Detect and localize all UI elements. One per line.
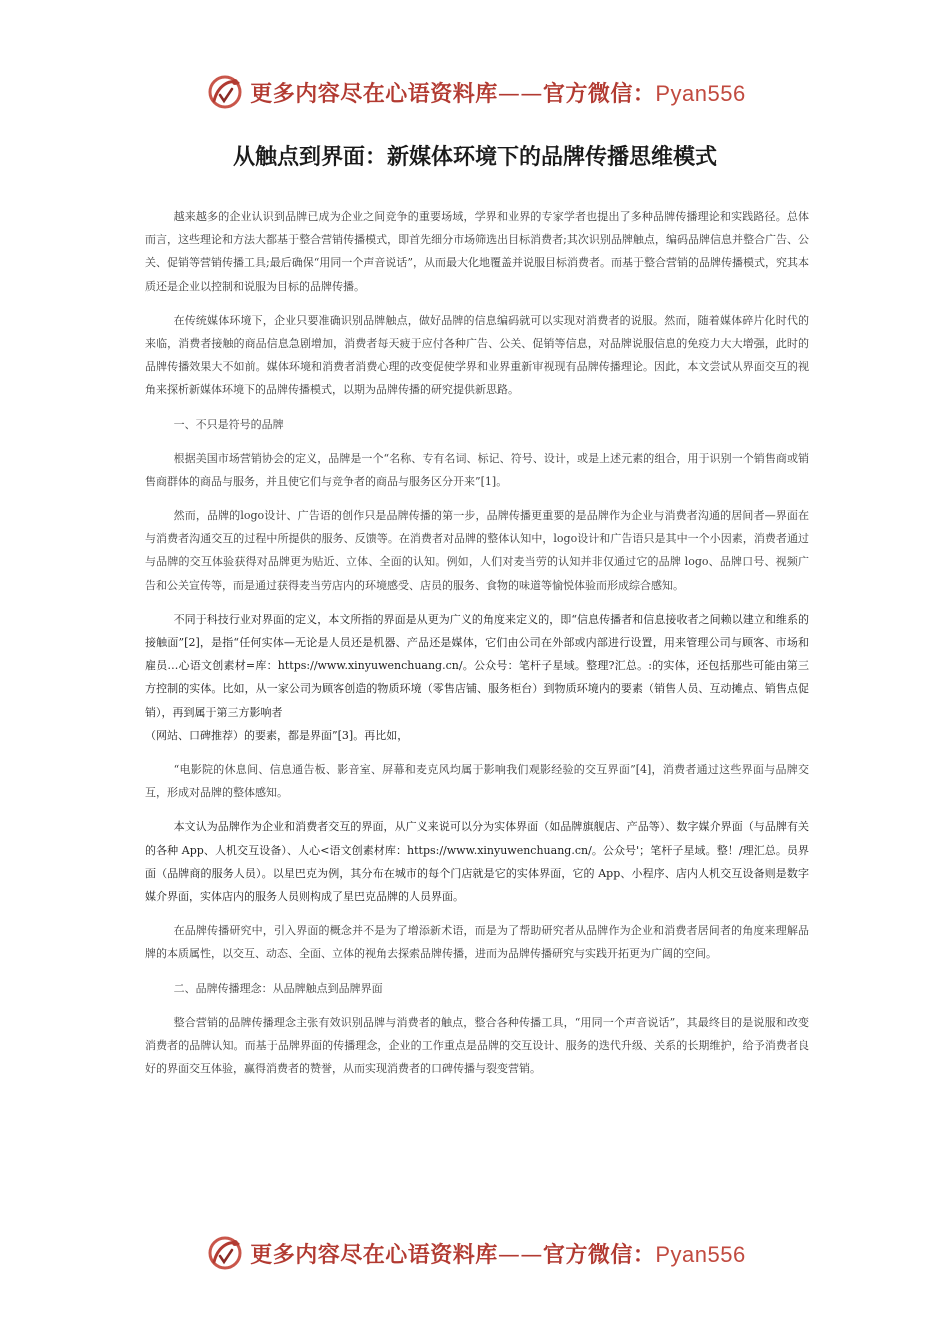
banner-dash: —— bbox=[497, 81, 543, 107]
paragraph: 然而，品牌的logo设计、广告语的创作只是品牌传播的第一步，品牌传播更重要的是品牌作为企业与消费者沟通的居间者—界面在与消费者沟通交互的过程中所提供的服务、反馈等。在消费者对品牌的整体认知中，logo设计和广告语只是其中一个小因素，消费者通过与品牌的交互体验获得对品牌更为贴近、立体、全面的认知。例如，人们对麦当劳的认知并非仅通过它的品牌 logo、品牌口号、视频广告和公关宣传等，而是通过获得麦当劳店内的环境感受、店员的服务、食物的味道等愉悦体验而形成综合感知。 bbox=[145, 509, 809, 592]
banner-slogan: 更多内容尽在心语资料库 bbox=[250, 1242, 498, 1268]
paragraph: 根据美国市场营销协会的定义，品牌是一个“名称、专有名词、标记、符号、设计，或是上述元素的组合，用于识别一个销售商或销售商群体的商品与服务，并且使它们与竞争者的商品与服务区分开来”[1]。 bbox=[145, 451, 809, 488]
document-body bbox=[145, 205, 809, 1091]
banner-text bbox=[250, 77, 745, 108]
banner-dash: —— bbox=[497, 1242, 543, 1268]
banner-slogan: 更多内容尽在心语资料库 bbox=[250, 81, 498, 107]
section-heading: 二、品牌传播理念：从品牌触点到品牌界面 bbox=[173, 981, 383, 995]
paragraph: （网站、口碑推荐）的要素，都是界面”[3]。再比如， bbox=[145, 728, 409, 742]
paragraph: 越来越多的企业认识到品牌已成为企业之间竞争的重要场域，学界和业界的专家学者也提出了多种品牌传播理论和实践路径。总体而言，这些理论和方法大都基于整合营销传播模式，即首先细分市场筛选出目标消费者;其次识别品牌触点，编码品牌信息并整合广告、公关、促销等营销传播工具;最后确保“用同一个声音说话”，从而最大化地覆盖并说服目标消费者。而基于整合营销的品牌传播模式，究其本质还是企业以控制和说服为目标的品牌传播。 bbox=[145, 210, 809, 293]
section-heading: 一、不只是符号的品牌 bbox=[173, 417, 284, 431]
banner-label: 官方微信： bbox=[542, 1242, 656, 1268]
paragraph: 在品牌传播研究中，引入界面的概念并不是为了增添新术语，而是为了帮助研究者从品牌作为企业和消费者居间者的角度来理解品牌的本质属性，以交互、动态、全面、立体的视角去探索品牌传播，进而为品牌传播研究与实践开拓更为广阔的空间。 bbox=[145, 924, 809, 961]
footer-banner bbox=[0, 1231, 950, 1275]
paragraph: 整合营销的品牌传播理念主张有效识别品牌与消费者的触点，整合各种传播工具，“用同一个声音说话”，其最终目的是说服和改变消费者的品牌认知。而基于品牌界面的传播理念，企业的工作重点是品牌的交互设计、服务的迭代升级、关系的长期维护，给予消费者良好的界面交互体验，赢得消费者的赞誉，从而实现消费者的口碑传播与裂变营销。 bbox=[145, 1015, 809, 1076]
banner-label: 官方微信： bbox=[542, 81, 656, 107]
paragraph: 本文认为品牌作为企业和消费者交互的界面，从广义来说可以分为实体界面（如品牌旗舰店、产品等）、数字媒介界面（与品牌有关的各种 App、人机交互设备）、人心<语文创素材库：https://www.xinyuwenchuang.cn/。公众号'；笔杆子星域。整！/理汇总。员界面（品牌商的服务人员）。以星巴克为例，其分布在城市的每个门店就是它的实体界面，它的 App、小程序、店内人机交互设备则是数字媒介界面，实体店内的服务人员则构成了星巴克品牌的人员界面。 bbox=[145, 820, 809, 904]
brand-logo-icon bbox=[204, 1232, 246, 1274]
banner-handle: Pyan556 bbox=[655, 1241, 746, 1267]
banner-handle: Pyan556 bbox=[655, 80, 746, 106]
paragraph: “电影院的休息间、信息通告板、影音室、屏幕和麦克风均属于影响我们观影经验的交互界面”[4]，消费者通过这些界面与品牌交互，形成对品牌的整体感知。 bbox=[145, 763, 809, 800]
header-banner bbox=[0, 70, 950, 114]
paragraph: 在传统媒体环境下，企业只要准确识别品牌触点，做好品牌的信息编码就可以实现对消费者的说服。然而，随着媒体碎片化时代的来临，消费者接触的商品信息急剧增加，消费者每天疲于应付各种广告、公关、促销等信息，对品牌说服信息的免疫力大大增强，此时的品牌传播效果大不如前。媒体环境和消费者消费心理的改变促使学界和业界重新审视现有品牌传播理论。因此，本文尝试从界面交互的视角来探析新媒体环境下的品牌传播模式，以期为品牌传播的研究提供新思路。 bbox=[145, 313, 809, 397]
document-title: 从触点到界面：新媒体环境下的品牌传播思维模式 bbox=[232, 145, 717, 170]
brand-logo-icon bbox=[204, 71, 246, 113]
banner-text bbox=[250, 1238, 745, 1269]
paragraph: 不同于科技行业对界面的定义，本文所指的界面是从更为广义的角度来定义的，即“信息传播者和信息接收者之间赖以建立和维系的接触面”[2]，是指“任何实体—无论是人员还是机器、产品还是媒体，它们由公司在外部或内部进行设置，用来管理公司与顾客、市场和雇员…心语文创素材=库：https://www.xinyuwenchuang.cn/。公众号：笔杆子星域。整理?汇总。:的实体，还包括那些可能由第三方控制的实体。比如，从一家公司为顾客创造的物质环境（零售店铺、服务柜台）到物质环境内的要素（销售人员、互动摊点、销售点促销），再到属于第三方影响者 bbox=[145, 612, 809, 719]
